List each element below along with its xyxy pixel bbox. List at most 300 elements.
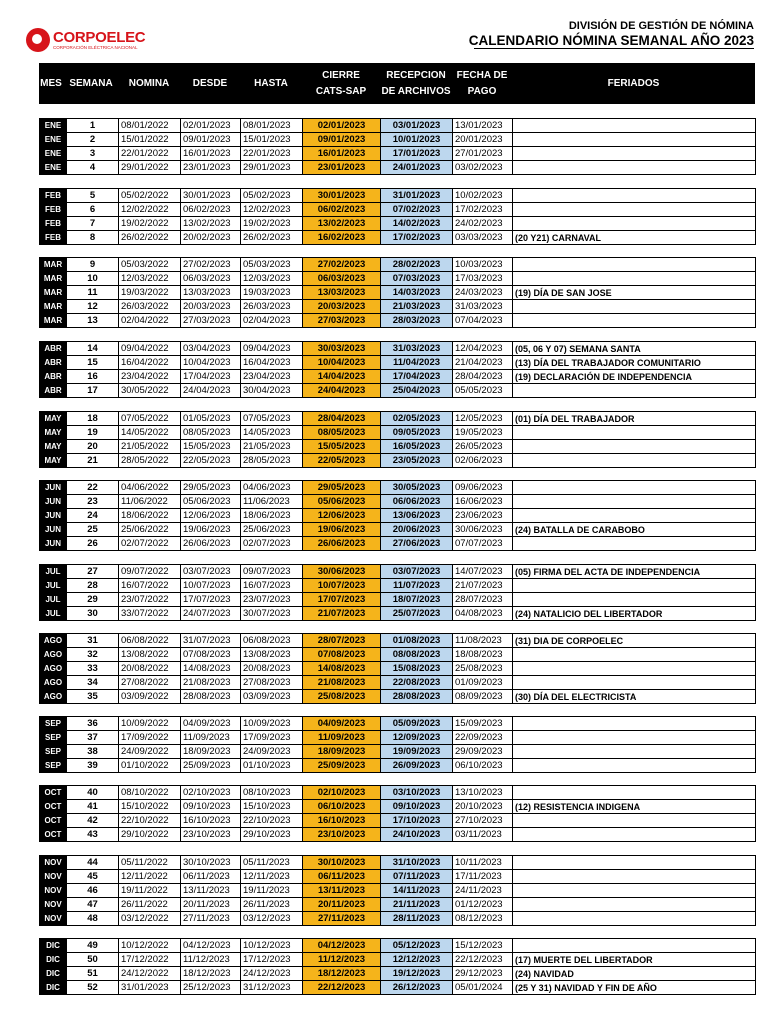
month-cell: JUL xyxy=(40,565,67,579)
fecha-pago-cell: 30/06/2023 xyxy=(453,523,513,537)
fecha-pago-cell: 27/10/2023 xyxy=(453,814,513,828)
feriado-cell xyxy=(513,662,756,676)
fecha-pago-cell: 10/11/2023 xyxy=(453,856,513,870)
cierre-cell: 11/09/2023 xyxy=(303,731,381,745)
table-row xyxy=(40,412,756,426)
col-hasta: HASTA xyxy=(254,77,288,89)
recepcion-cell: 24/10/2023 xyxy=(381,828,453,842)
hasta-cell: 19/03/2023 xyxy=(241,286,303,300)
recepcion-cell: 07/11/2023 xyxy=(381,870,453,884)
calendar-title: CALENDARIO NÓMINA SEMANAL AÑO 2023 xyxy=(468,33,754,48)
month-cell: MAY xyxy=(40,426,67,440)
cierre-cell: 25/09/2023 xyxy=(303,759,381,773)
fecha-pago-cell: 01/09/2023 xyxy=(453,676,513,690)
month-block xyxy=(39,633,756,704)
nomina-cell: 17/09/2022 xyxy=(119,731,181,745)
hasta-cell: 26/11/2023 xyxy=(241,898,303,912)
cierre-cell: 23/01/2023 xyxy=(303,161,381,175)
month-cell: FEB xyxy=(40,203,67,217)
cierre-cell: 30/06/2023 xyxy=(303,565,381,579)
fecha-pago-cell: 01/12/2023 xyxy=(453,898,513,912)
month-cell: ENE xyxy=(40,161,67,175)
feriado-cell xyxy=(513,217,756,231)
cierre-cell: 23/10/2023 xyxy=(303,828,381,842)
fecha-pago-cell: 13/10/2023 xyxy=(453,786,513,800)
recepcion-cell: 02/05/2023 xyxy=(381,412,453,426)
month-cell: NOV xyxy=(40,884,67,898)
feriado-cell xyxy=(513,300,756,314)
fecha-pago-cell: 23/06/2023 xyxy=(453,509,513,523)
week-cell: 50 xyxy=(67,953,119,967)
feriado-cell xyxy=(513,593,756,607)
recepcion-cell: 14/02/2023 xyxy=(381,217,453,231)
fecha-pago-cell: 08/09/2023 xyxy=(453,690,513,704)
week-cell: 3 xyxy=(67,147,119,161)
table-row xyxy=(40,356,756,370)
cierre-cell: 07/08/2023 xyxy=(303,648,381,662)
hasta-cell: 03/12/2023 xyxy=(241,912,303,926)
cierre-cell: 30/01/2023 xyxy=(303,189,381,203)
nomina-cell: 02/07/2022 xyxy=(119,537,181,551)
recepcion-cell: 22/08/2023 xyxy=(381,676,453,690)
recepcion-cell: 24/01/2023 xyxy=(381,161,453,175)
fecha-pago-cell: 05/01/2024 xyxy=(453,981,513,995)
desde-cell: 17/04/2023 xyxy=(181,370,241,384)
fecha-pago-cell: 11/08/2023 xyxy=(453,634,513,648)
col-cierre: CIERRE CATS-SAP xyxy=(315,69,367,97)
table-row xyxy=(40,189,756,203)
nomina-cell: 26/11/2022 xyxy=(119,898,181,912)
nomina-cell: 02/04/2022 xyxy=(119,314,181,328)
desde-cell: 22/05/2023 xyxy=(181,454,241,468)
cierre-cell: 29/05/2023 xyxy=(303,481,381,495)
week-cell: 8 xyxy=(67,231,119,245)
desde-cell: 30/01/2023 xyxy=(181,189,241,203)
desde-cell: 07/08/2023 xyxy=(181,648,241,662)
nomina-cell: 12/02/2022 xyxy=(119,203,181,217)
fecha-pago-cell: 27/01/2023 xyxy=(453,147,513,161)
month-cell: OCT xyxy=(40,828,67,842)
document-heading xyxy=(469,20,754,48)
table-row xyxy=(40,884,756,898)
feriado-cell xyxy=(513,731,756,745)
week-cell: 2 xyxy=(67,133,119,147)
nomina-cell: 08/01/2022 xyxy=(119,119,181,133)
table-row xyxy=(40,565,756,579)
month-cell: JUN xyxy=(40,509,67,523)
table-row xyxy=(40,717,756,731)
nomina-cell: 24/09/2022 xyxy=(119,745,181,759)
week-cell: 32 xyxy=(67,648,119,662)
hasta-cell: 10/12/2023 xyxy=(241,939,303,953)
feriado-cell: (12) RESISTENCIA INDIGENA xyxy=(513,800,756,814)
fecha-pago-cell: 03/11/2023 xyxy=(453,828,513,842)
month-cell: JUN xyxy=(40,523,67,537)
recepcion-cell: 25/04/2023 xyxy=(381,384,453,398)
desde-cell: 28/08/2023 xyxy=(181,690,241,704)
fecha-pago-cell: 10/02/2023 xyxy=(453,189,513,203)
nomina-cell: 09/07/2022 xyxy=(119,565,181,579)
week-cell: 34 xyxy=(67,676,119,690)
hasta-cell: 23/07/2023 xyxy=(241,593,303,607)
nomina-cell: 10/12/2022 xyxy=(119,939,181,953)
recepcion-cell: 28/02/2023 xyxy=(381,258,453,272)
month-cell: JUL xyxy=(40,579,67,593)
col-feriados: FERIADOS xyxy=(607,77,660,89)
hasta-cell: 26/02/2023 xyxy=(241,231,303,245)
division-title: DIVISIÓN DE GESTIÓN DE NÓMINA xyxy=(568,20,754,32)
recepcion-cell: 31/10/2023 xyxy=(381,856,453,870)
nomina-cell: 03/09/2022 xyxy=(119,690,181,704)
cierre-cell: 14/08/2023 xyxy=(303,662,381,676)
fecha-pago-cell: 03/03/2023 xyxy=(453,231,513,245)
desde-cell: 13/02/2023 xyxy=(181,217,241,231)
recepcion-cell: 11/07/2023 xyxy=(381,579,453,593)
desde-cell: 24/07/2023 xyxy=(181,607,241,621)
desde-cell: 18/12/2023 xyxy=(181,967,241,981)
desde-cell: 30/10/2023 xyxy=(181,856,241,870)
desde-cell: 27/03/2023 xyxy=(181,314,241,328)
nomina-cell: 27/08/2022 xyxy=(119,676,181,690)
fecha-pago-cell: 17/03/2023 xyxy=(453,272,513,286)
feriado-cell xyxy=(513,119,756,133)
hasta-cell: 29/01/2023 xyxy=(241,161,303,175)
feriado-cell xyxy=(513,454,756,468)
table-row xyxy=(40,454,756,468)
desde-cell: 08/05/2023 xyxy=(181,426,241,440)
title-underline xyxy=(474,48,754,49)
cierre-cell: 04/09/2023 xyxy=(303,717,381,731)
nomina-cell: 24/12/2022 xyxy=(119,967,181,981)
week-cell: 17 xyxy=(67,384,119,398)
month-cell: ENE xyxy=(40,119,67,133)
month-block xyxy=(39,855,756,926)
nomina-cell: 15/10/2022 xyxy=(119,800,181,814)
hasta-cell: 08/10/2023 xyxy=(241,786,303,800)
table-row xyxy=(40,731,756,745)
cierre-cell: 30/03/2023 xyxy=(303,342,381,356)
feriado-cell xyxy=(513,440,756,454)
week-cell: 1 xyxy=(67,119,119,133)
feriado-cell xyxy=(513,939,756,953)
month-block xyxy=(39,564,756,621)
hasta-cell: 24/09/2023 xyxy=(241,745,303,759)
desde-cell: 21/08/2023 xyxy=(181,676,241,690)
desde-cell: 06/11/2023 xyxy=(181,870,241,884)
hasta-cell: 26/03/2023 xyxy=(241,300,303,314)
month-block xyxy=(39,257,756,328)
recepcion-cell: 17/10/2023 xyxy=(381,814,453,828)
table-row xyxy=(40,342,756,356)
feriado-cell: (24) NAVIDAD xyxy=(513,967,756,981)
recepcion-cell: 30/05/2023 xyxy=(381,481,453,495)
table-row xyxy=(40,286,756,300)
recepcion-cell: 21/11/2023 xyxy=(381,898,453,912)
cierre-cell: 25/08/2023 xyxy=(303,690,381,704)
desde-cell: 25/09/2023 xyxy=(181,759,241,773)
table-row xyxy=(40,759,756,773)
week-cell: 16 xyxy=(67,370,119,384)
month-cell: MAY xyxy=(40,454,67,468)
feriado-cell xyxy=(513,133,756,147)
desde-cell: 19/06/2023 xyxy=(181,523,241,537)
table-row xyxy=(40,967,756,981)
fecha-pago-cell: 22/09/2023 xyxy=(453,731,513,745)
nomina-cell: 15/01/2022 xyxy=(119,133,181,147)
col-fecha-pago: FECHA DE PAGO xyxy=(456,69,508,97)
month-cell: OCT xyxy=(40,786,67,800)
week-cell: 47 xyxy=(67,898,119,912)
week-cell: 51 xyxy=(67,967,119,981)
cierre-cell: 05/06/2023 xyxy=(303,495,381,509)
month-cell: AGO xyxy=(40,662,67,676)
table-row xyxy=(40,523,756,537)
col-mes: MES xyxy=(40,77,62,89)
nomina-cell: 13/08/2022 xyxy=(119,648,181,662)
month-cell: JUN xyxy=(40,495,67,509)
cierre-cell: 28/07/2023 xyxy=(303,634,381,648)
table-row xyxy=(40,370,756,384)
nomina-cell: 06/08/2022 xyxy=(119,634,181,648)
desde-cell: 16/10/2023 xyxy=(181,814,241,828)
logo-subtitle: CORPORACIÓN ELÉCTRICA NACIONAL xyxy=(53,44,138,50)
week-cell: 35 xyxy=(67,690,119,704)
feriado-cell: (25 Y 31) NAVIDAD Y FIN DE AÑO xyxy=(513,981,756,995)
recepcion-cell: 28/11/2023 xyxy=(381,912,453,926)
cierre-cell: 27/03/2023 xyxy=(303,314,381,328)
fecha-pago-cell: 12/05/2023 xyxy=(453,412,513,426)
fecha-pago-cell: 17/02/2023 xyxy=(453,203,513,217)
week-cell: 10 xyxy=(67,272,119,286)
recepcion-cell: 27/06/2023 xyxy=(381,537,453,551)
hasta-cell: 02/07/2023 xyxy=(241,537,303,551)
feriado-cell: (05, 06 Y 07) SEMANA SANTA xyxy=(513,342,756,356)
week-cell: 4 xyxy=(67,161,119,175)
week-cell: 6 xyxy=(67,203,119,217)
hasta-cell: 02/04/2023 xyxy=(241,314,303,328)
feriado-cell xyxy=(513,814,756,828)
hasta-cell: 14/05/2023 xyxy=(241,426,303,440)
cierre-cell: 13/03/2023 xyxy=(303,286,381,300)
desde-cell: 17/07/2023 xyxy=(181,593,241,607)
nomina-cell: 19/03/2022 xyxy=(119,286,181,300)
nomina-cell: 12/11/2022 xyxy=(119,870,181,884)
nomina-cell: 10/09/2022 xyxy=(119,717,181,731)
recepcion-cell: 17/02/2023 xyxy=(381,231,453,245)
desde-cell: 06/02/2023 xyxy=(181,203,241,217)
hasta-cell: 19/11/2023 xyxy=(241,884,303,898)
cierre-cell: 02/01/2023 xyxy=(303,119,381,133)
month-cell: FEB xyxy=(40,231,67,245)
week-cell: 38 xyxy=(67,745,119,759)
recepcion-cell: 13/06/2023 xyxy=(381,509,453,523)
month-cell: MAR xyxy=(40,258,67,272)
feriado-cell xyxy=(513,537,756,551)
cierre-cell: 24/04/2023 xyxy=(303,384,381,398)
table-row xyxy=(40,481,756,495)
week-cell: 29 xyxy=(67,593,119,607)
fecha-pago-cell: 17/11/2023 xyxy=(453,870,513,884)
fecha-pago-cell: 03/02/2023 xyxy=(453,161,513,175)
hasta-cell: 18/06/2023 xyxy=(241,509,303,523)
week-cell: 18 xyxy=(67,412,119,426)
feriado-cell xyxy=(513,579,756,593)
desde-cell: 01/05/2023 xyxy=(181,412,241,426)
nomina-cell: 04/06/2022 xyxy=(119,481,181,495)
table-row xyxy=(40,953,756,967)
cierre-cell: 16/10/2023 xyxy=(303,814,381,828)
recepcion-cell: 03/01/2023 xyxy=(381,119,453,133)
week-cell: 40 xyxy=(67,786,119,800)
feriado-cell xyxy=(513,898,756,912)
fecha-pago-cell: 07/07/2023 xyxy=(453,537,513,551)
month-cell: NOV xyxy=(40,856,67,870)
nomina-cell: 20/08/2022 xyxy=(119,662,181,676)
recepcion-cell: 31/03/2023 xyxy=(381,342,453,356)
month-cell: JUN xyxy=(40,481,67,495)
feriado-cell: (20 Y21) CARNAVAL xyxy=(513,231,756,245)
feriado-cell xyxy=(513,717,756,731)
fecha-pago-cell: 06/10/2023 xyxy=(453,759,513,773)
fecha-pago-cell: 24/11/2023 xyxy=(453,884,513,898)
week-cell: 46 xyxy=(67,884,119,898)
cierre-cell: 13/02/2023 xyxy=(303,217,381,231)
feriado-cell xyxy=(513,759,756,773)
table-row xyxy=(40,133,756,147)
hasta-cell: 21/05/2023 xyxy=(241,440,303,454)
cierre-cell: 08/05/2023 xyxy=(303,426,381,440)
cierre-cell: 06/03/2023 xyxy=(303,272,381,286)
month-cell: SEP xyxy=(40,731,67,745)
hasta-cell: 15/01/2023 xyxy=(241,133,303,147)
cierre-cell: 21/07/2023 xyxy=(303,607,381,621)
table-row xyxy=(40,786,756,800)
week-cell: 26 xyxy=(67,537,119,551)
feriado-cell: (31) DIA DE CORPOELEC xyxy=(513,634,756,648)
month-cell: AGO xyxy=(40,634,67,648)
feriado-cell xyxy=(513,884,756,898)
cierre-cell: 21/08/2023 xyxy=(303,676,381,690)
fecha-pago-cell: 22/12/2023 xyxy=(453,953,513,967)
feriado-cell xyxy=(513,426,756,440)
cierre-cell: 27/11/2023 xyxy=(303,912,381,926)
week-cell: 41 xyxy=(67,800,119,814)
month-cell: MAR xyxy=(40,314,67,328)
feriado-cell xyxy=(513,258,756,272)
recepcion-cell: 03/10/2023 xyxy=(381,786,453,800)
month-cell: MAY xyxy=(40,412,67,426)
recepcion-cell: 09/10/2023 xyxy=(381,800,453,814)
hasta-cell: 05/02/2023 xyxy=(241,189,303,203)
cierre-cell: 22/12/2023 xyxy=(303,981,381,995)
nomina-cell: 22/10/2022 xyxy=(119,814,181,828)
cierre-cell: 30/10/2023 xyxy=(303,856,381,870)
nomina-cell: 14/05/2022 xyxy=(119,426,181,440)
week-cell: 14 xyxy=(67,342,119,356)
week-cell: 25 xyxy=(67,523,119,537)
cierre-cell: 22/05/2023 xyxy=(303,454,381,468)
cierre-cell: 10/04/2023 xyxy=(303,356,381,370)
fecha-pago-cell: 15/12/2023 xyxy=(453,939,513,953)
logo-name: CORPOELEC xyxy=(53,28,146,46)
hasta-cell: 27/08/2023 xyxy=(241,676,303,690)
fecha-pago-cell: 04/08/2023 xyxy=(453,607,513,621)
table-row xyxy=(40,147,756,161)
hasta-cell: 09/04/2023 xyxy=(241,342,303,356)
nomina-cell: 29/01/2022 xyxy=(119,161,181,175)
week-cell: 5 xyxy=(67,189,119,203)
table-row xyxy=(40,314,756,328)
week-cell: 43 xyxy=(67,828,119,842)
week-cell: 13 xyxy=(67,314,119,328)
feriado-cell xyxy=(513,786,756,800)
feriado-cell xyxy=(513,745,756,759)
nomina-cell: 18/06/2022 xyxy=(119,509,181,523)
month-block xyxy=(39,480,756,551)
month-cell: DIC xyxy=(40,953,67,967)
week-cell: 31 xyxy=(67,634,119,648)
desde-cell: 06/03/2023 xyxy=(181,272,241,286)
hasta-cell: 06/08/2023 xyxy=(241,634,303,648)
nomina-cell: 19/11/2022 xyxy=(119,884,181,898)
hasta-cell: 12/03/2023 xyxy=(241,272,303,286)
desde-cell: 03/04/2023 xyxy=(181,342,241,356)
recepcion-cell: 26/09/2023 xyxy=(381,759,453,773)
week-cell: 15 xyxy=(67,356,119,370)
week-cell: 37 xyxy=(67,731,119,745)
table-row xyxy=(40,690,756,704)
cierre-cell: 19/06/2023 xyxy=(303,523,381,537)
fecha-pago-cell: 19/05/2023 xyxy=(453,426,513,440)
recepcion-cell: 17/01/2023 xyxy=(381,147,453,161)
cierre-cell: 06/02/2023 xyxy=(303,203,381,217)
table-row xyxy=(40,898,756,912)
nomina-cell: 07/05/2022 xyxy=(119,412,181,426)
hasta-cell: 29/10/2023 xyxy=(241,828,303,842)
cierre-cell: 14/04/2023 xyxy=(303,370,381,384)
recepcion-cell: 17/04/2023 xyxy=(381,370,453,384)
week-cell: 11 xyxy=(67,286,119,300)
recepcion-cell: 06/06/2023 xyxy=(381,495,453,509)
cierre-cell: 28/04/2023 xyxy=(303,412,381,426)
hasta-cell: 17/09/2023 xyxy=(241,731,303,745)
feriado-cell xyxy=(513,870,756,884)
cierre-cell: 16/01/2023 xyxy=(303,147,381,161)
week-cell: 39 xyxy=(67,759,119,773)
fecha-pago-cell: 12/04/2023 xyxy=(453,342,513,356)
hasta-cell: 16/04/2023 xyxy=(241,356,303,370)
month-block xyxy=(39,188,756,245)
cierre-cell: 15/05/2023 xyxy=(303,440,381,454)
table-row xyxy=(40,856,756,870)
desde-cell: 25/12/2023 xyxy=(181,981,241,995)
fecha-pago-cell: 20/01/2023 xyxy=(453,133,513,147)
fecha-pago-cell: 29/09/2023 xyxy=(453,745,513,759)
nomina-cell: 09/04/2022 xyxy=(119,342,181,356)
feriado-cell xyxy=(513,203,756,217)
hasta-cell: 16/07/2023 xyxy=(241,579,303,593)
recepcion-cell: 11/04/2023 xyxy=(381,356,453,370)
cierre-cell: 26/06/2023 xyxy=(303,537,381,551)
table-row xyxy=(40,509,756,523)
recepcion-cell: 28/03/2023 xyxy=(381,314,453,328)
desde-cell: 13/11/2023 xyxy=(181,884,241,898)
feriado-cell: (19) DÍA DE SAN JOSE xyxy=(513,286,756,300)
desde-cell: 23/10/2023 xyxy=(181,828,241,842)
table-row xyxy=(40,634,756,648)
desde-cell: 04/12/2023 xyxy=(181,939,241,953)
month-cell: SEP xyxy=(40,759,67,773)
